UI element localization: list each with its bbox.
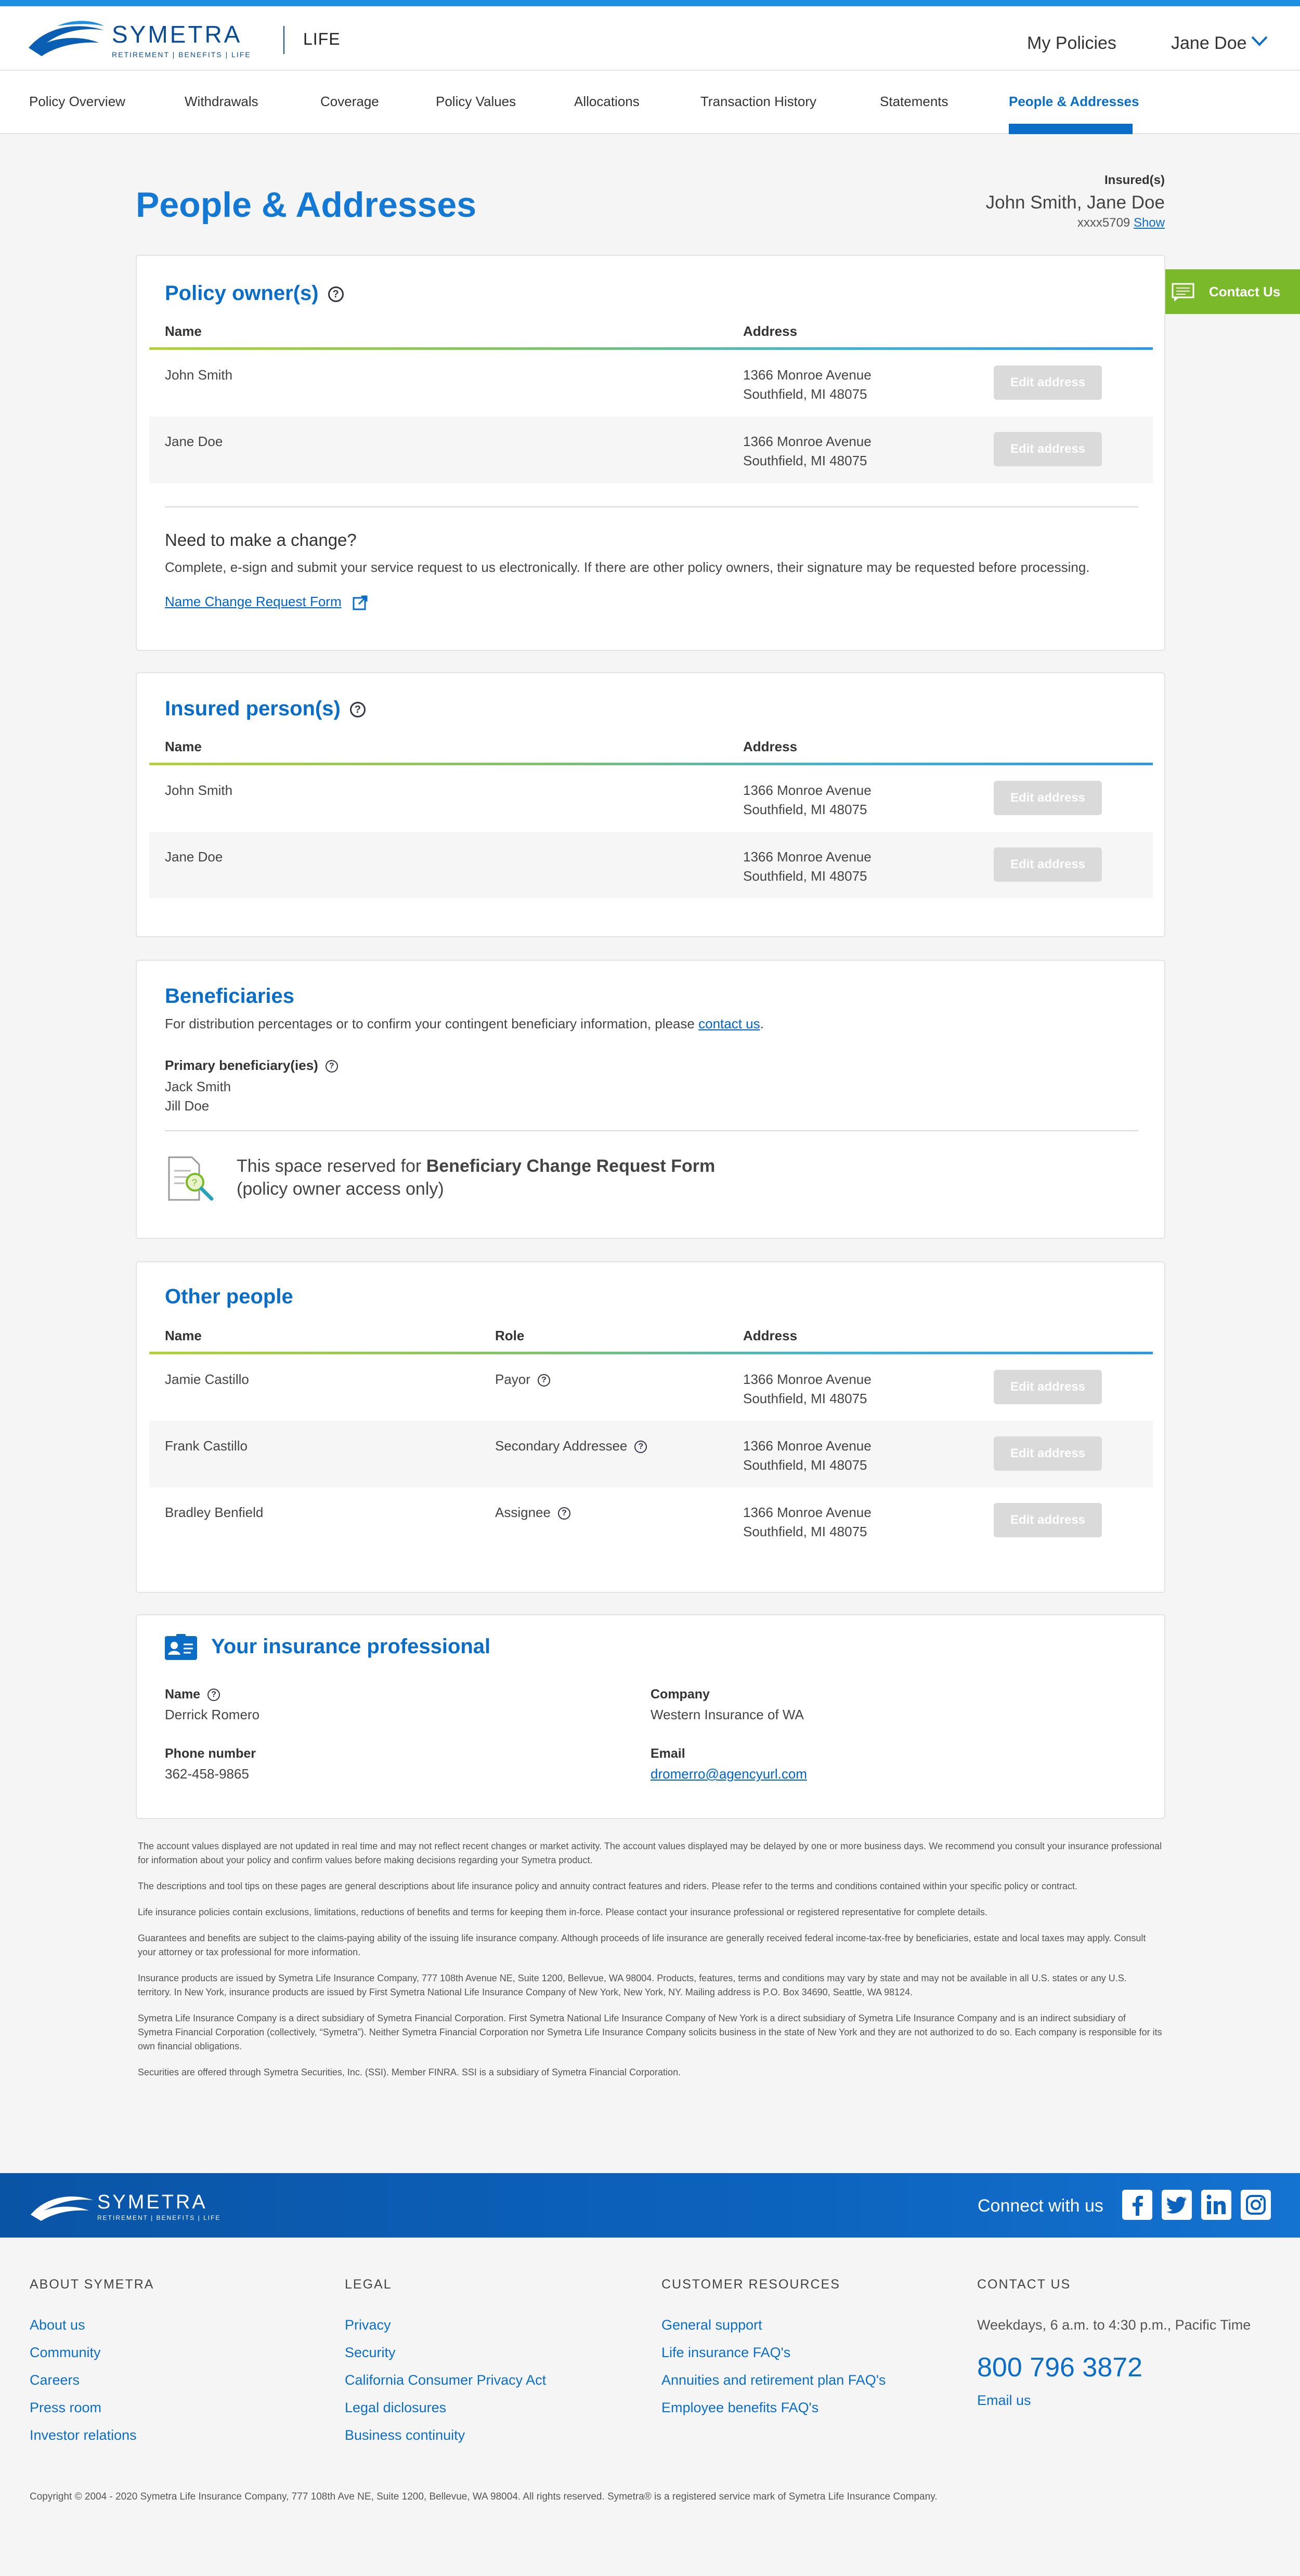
help-icon[interactable]: ?: [207, 1689, 220, 1701]
section-divider: [165, 1130, 1138, 1131]
agent-email-link[interactable]: dromerro@agencyurl.com: [651, 1766, 807, 1782]
address-line-1: 1366 Monroe Avenue: [743, 1505, 872, 1520]
help-icon[interactable]: ?: [328, 286, 344, 302]
edit-address-button[interactable]: Edit address: [994, 1503, 1102, 1537]
beneficiaries-intro: [165, 1016, 764, 1032]
active-tab-indicator: [1009, 124, 1133, 134]
agent-company: Western Insurance of WA: [651, 1707, 804, 1722]
reserved-form-name: Beneficiary Change Request Form: [426, 1156, 716, 1176]
footer-link-general-support[interactable]: General support: [661, 2317, 762, 2333]
chat-icon: [1172, 283, 1194, 302]
agent-phone: 362-458-9865: [165, 1766, 249, 1782]
column-header-address: Address: [743, 1328, 798, 1343]
symetra-logo[interactable]: [26, 16, 265, 62]
insured-persons-title: [165, 697, 366, 721]
policy-number: [1077, 216, 1165, 230]
disclaimer-paragraph: Insurance products are issued by Symetra Life Insurance Company, 777 108th Avenue NE, Suite 1200, Bellevue, WA 98004. Products, features, terms and conditions may vary by state and may not be available in all U.S. states or any U.S. territory. In New York, insurance products are issued by First Symetra National Life Insurance Company of New York, New York, NY. Mailing address is P.O. Box 34690, Seattle, WA 98124.: [138, 1973, 1127, 1997]
person-address: [743, 1503, 872, 1541]
person-name: Bradley Benfield: [165, 1505, 264, 1520]
disclaimer-paragraph: Securities are offered through Symetra Securities, Inc. (SSI). Member FINRA. SSI is a subsidiary of Symetra Financial Corporation.: [138, 2067, 681, 2077]
other-people-heading: Other people: [165, 1285, 293, 1308]
address-line-2: Southfield, MI 48075: [743, 1391, 867, 1406]
page-title: People & Addresses: [136, 185, 477, 225]
beneficiary-name: Jack Smith: [165, 1079, 231, 1094]
footer-link-employee-benefits-faqs[interactable]: Employee benefits FAQ's: [661, 2400, 819, 2415]
insured-address: [743, 847, 872, 886]
column-header-name: Name: [165, 1328, 202, 1343]
tab-withdrawals[interactable]: Withdrawals: [185, 94, 258, 109]
address-line-1: 1366 Monroe Avenue: [743, 367, 872, 383]
tab-statements[interactable]: Statements: [880, 94, 948, 109]
table-row: [149, 1421, 1153, 1487]
address-line-2: Southfield, MI 48075: [743, 386, 867, 402]
edit-address-button[interactable]: Edit address: [994, 432, 1102, 466]
person-role: [495, 1370, 550, 1389]
person-role: [495, 1436, 647, 1456]
disclaimer-paragraph: Guarantees and benefits are subject to the claims-paying ability of the issuing life insurance company. Although proceeds of life insurance are generally received federal income-tax-free by beneficiaries, estate and local taxes may apply. Consult your attorney or tax professional for more information.: [138, 1933, 1146, 1957]
user-menu[interactable]: Jane Doe: [1171, 33, 1247, 53]
tab-policy-overview[interactable]: Policy Overview: [29, 94, 125, 109]
insured-address: [743, 781, 872, 819]
insured-persons-heading: Insured person(s): [165, 697, 341, 720]
role-label: Secondary Addressee: [495, 1438, 628, 1454]
address-line-1: 1366 Monroe Avenue: [743, 434, 872, 449]
logo-tagline: RETIREMENT | BENEFITS | LIFE: [112, 50, 251, 59]
person-role: [495, 1503, 570, 1522]
table-row: [149, 416, 1153, 483]
site-header: [0, 6, 1300, 71]
agent-name-label: [165, 1687, 220, 1702]
agent-company-label: Company: [651, 1687, 710, 1702]
beneficiaries-heading: Beneficiaries: [165, 985, 295, 1008]
footer-link-careers[interactable]: Careers: [30, 2372, 80, 2388]
contact-us-tab[interactable]: [1152, 269, 1300, 314]
agent-name-label-text: Name: [165, 1687, 201, 1702]
footer-link-investor-relations[interactable]: Investor relations: [30, 2427, 137, 2443]
policy-owners-card: [136, 255, 1165, 651]
column-header-address: Address: [743, 323, 798, 339]
footer-link-business-continuity[interactable]: Business continuity: [345, 2427, 465, 2443]
my-policies-link[interactable]: My Policies: [1027, 33, 1116, 53]
section-divider: [165, 506, 1138, 507]
help-icon[interactable]: ?: [350, 702, 366, 717]
beneficiaries-intro-end: .: [760, 1016, 764, 1031]
facebook-icon[interactable]: [1122, 2190, 1152, 2220]
footer-logo-wordmark: SYMETRA: [97, 2191, 207, 2213]
address-line-2: Southfield, MI 48075: [743, 1457, 867, 1473]
table-row: [149, 1354, 1153, 1421]
svg-text:?: ?: [192, 1178, 198, 1188]
address-line-1: 1366 Monroe Avenue: [743, 1438, 872, 1454]
site-footer: [0, 2238, 1300, 2576]
disclaimer-paragraph: Life insurance policies contain exclusions, limitations, reductions of benefits and terms for keeping them in-force. Please contact your insurance professional or registered representative for complete details.: [138, 1907, 987, 1917]
address-line-1: 1366 Monroe Avenue: [743, 1371, 872, 1387]
linkedin-icon[interactable]: [1201, 2190, 1231, 2220]
footer-symetra-logo[interactable]: [29, 2189, 221, 2225]
contact-us-link[interactable]: contact us: [698, 1016, 760, 1031]
edit-address-button[interactable]: Edit address: [994, 1370, 1102, 1404]
beneficiary-name: Jill Doe: [165, 1098, 210, 1114]
role-label: Payor: [495, 1371, 530, 1387]
footer-column-heading: CUSTOMER RESOURCES: [661, 2277, 840, 2292]
footer-link-about-us[interactable]: About us: [30, 2317, 85, 2333]
chevron-down-icon[interactable]: [1251, 34, 1268, 48]
connect-with-us-label: Connect with us: [978, 2196, 1103, 2216]
address-line-2: Southfield, MI 48075: [743, 868, 867, 884]
footer-logo-tagline: RETIREMENT | BENEFITS | LIFE: [97, 2214, 221, 2221]
show-policy-number-link[interactable]: Show: [1133, 216, 1165, 230]
edit-address-button[interactable]: Edit address: [994, 781, 1102, 815]
policy-owners-heading: Policy owner(s): [165, 282, 319, 305]
column-header-address: Address: [743, 739, 798, 754]
footer-link-press-room[interactable]: Press room: [30, 2400, 102, 2415]
beneficiaries-intro-text: For distribution percentages or to confirm your contingent beneficiary information, please: [165, 1016, 695, 1031]
insurance-professional-heading: Your insurance professional: [211, 1635, 491, 1658]
footer-column-about: [30, 2277, 154, 2455]
header-divider: [283, 26, 284, 54]
role-label: Assignee: [495, 1505, 551, 1520]
table-row: [149, 765, 1153, 832]
other-people-card: [136, 1261, 1165, 1593]
agent-name: Derrick Romero: [165, 1707, 260, 1722]
insured-names: John Smith, Jane Doe: [985, 192, 1165, 213]
name-change-form-label[interactable]: Name Change Request Form: [165, 594, 342, 609]
top-accent-stripe: [0, 0, 1300, 6]
owner-name: John Smith: [165, 367, 233, 383]
policy-owners-title: [165, 282, 344, 305]
instagram-icon[interactable]: [1241, 2190, 1271, 2220]
insured-persons-card: [136, 672, 1165, 937]
reserved-space-note: (policy owner access only): [237, 1179, 444, 1199]
external-link-icon[interactable]: [353, 595, 368, 610]
policy-number-masked: xxxx5709: [1077, 216, 1130, 230]
column-header-name: Name: [165, 323, 202, 339]
address-line-1: 1366 Monroe Avenue: [743, 849, 872, 865]
edit-address-button[interactable]: Edit address: [994, 1436, 1102, 1471]
primary-beneficiaries-label: [165, 1057, 338, 1074]
contact-us-label: Contact Us: [1209, 284, 1281, 299]
disclaimer-paragraph: Symetra Life Insurance Company is a direct subsidiary of Symetra Financial Corporation. First Symetra National Life Insurance Company of New York is a direct subsidiary of Symetra Life Insurance Company and is an indirect subsidiary of Symetra Financial Corporation (collectively, “Symetra”). Neither Symetra Financial Corporation nor Symetra Life Insurance Company solicits business in the state of New York and they are not authorized to do so. Each company is responsible for its own financial obligations.: [138, 2013, 1162, 2051]
footer-link-legal-disclosures[interactable]: Legal diclosures: [345, 2400, 447, 2415]
tab-coverage[interactable]: Coverage: [320, 94, 379, 109]
disclaimer-paragraph: The descriptions and tool tips on these pages are general descriptions about life insurance policy and annuity contract features and riders. Please refer to the terms and conditions contained within your specific policy or contract.: [138, 1881, 1078, 1891]
person-name: Frank Castillo: [165, 1438, 248, 1454]
copyright-notice: Copyright © 2004 - 2020 Symetra Life Insurance Company, 777 108th Ave NE, Suite 1200, Bellevue, WA 98004. All rights reserved. Symetra® is a registered service mark of Symetra Life Insurance Company.: [30, 2491, 938, 2502]
owner-name: Jane Doe: [165, 434, 223, 449]
document-search-icon: [165, 1155, 215, 1203]
disclaimer-paragraph: The account values displayed are not updated in real time and may not reflect recent changes or market activity. The account values displayed may be delayed by one or more business days. We recommend you consult your insurance professional for information about your policy and confirm values before making decisions regarding your Symetra product.: [138, 1841, 1162, 1865]
header-section-label: LIFE: [303, 30, 341, 48]
footer-column-heading: ABOUT SYMETRA: [30, 2277, 154, 2292]
owner-address: [743, 432, 872, 470]
twitter-icon[interactable]: [1162, 2190, 1192, 2220]
help-icon[interactable]: ?: [558, 1507, 570, 1520]
address-line-2: Southfield, MI 48075: [743, 453, 867, 468]
table-row: [149, 832, 1153, 898]
contact-card-icon: [165, 1634, 197, 1660]
reserved-text-prefix: This space reserved for: [237, 1156, 422, 1176]
contact-phone[interactable]: 800 796 3872: [977, 2352, 1143, 2383]
edit-address-button[interactable]: Edit address: [994, 847, 1102, 882]
table-row: [149, 1487, 1153, 1554]
help-icon[interactable]: ?: [634, 1441, 647, 1453]
column-header-name: Name: [165, 739, 202, 754]
footer-link-privacy[interactable]: Privacy: [345, 2317, 391, 2333]
insured-name: Jane Doe: [165, 849, 223, 865]
footer-column-legal: [345, 2277, 546, 2455]
tab-allocations[interactable]: Allocations: [574, 94, 640, 109]
primary-beneficiaries-text: Primary beneficiary(ies): [165, 1057, 318, 1073]
person-name: Jamie Castillo: [165, 1371, 249, 1387]
footer-column-heading: LEGAL: [345, 2277, 392, 2292]
beneficiaries-card: [136, 960, 1165, 1239]
help-icon[interactable]: ?: [538, 1374, 550, 1387]
address-line-1: 1366 Monroe Avenue: [743, 782, 872, 798]
reserved-space-text: [237, 1156, 715, 1176]
name-change-form-link[interactable]: [165, 594, 368, 610]
insured-name: John Smith: [165, 782, 233, 798]
address-line-2: Southfield, MI 48075: [743, 1524, 867, 1539]
primary-beneficiaries-list: [165, 1077, 231, 1116]
person-address: [743, 1436, 872, 1475]
contact-hours: Weekdays, 6 a.m. to 4:30 p.m., Pacific Time: [977, 2317, 1251, 2333]
footer-link-annuities-faqs[interactable]: Annuities and retirement plan FAQ's: [661, 2372, 886, 2388]
footer-column-heading: CONTACT US: [977, 2277, 1071, 2292]
footer-link-ccpa[interactable]: California Consumer Privacy Act: [345, 2372, 547, 2388]
column-header-role: Role: [495, 1328, 525, 1343]
agent-phone-label: Phone number: [165, 1746, 256, 1761]
footer-link-life-insurance-faqs[interactable]: Life insurance FAQ's: [661, 2345, 791, 2360]
footer-link-security[interactable]: Security: [345, 2345, 396, 2360]
change-heading: Need to make a change?: [165, 530, 357, 550]
person-address: [743, 1370, 872, 1408]
table-row: [149, 350, 1153, 416]
agent-email-label: Email: [651, 1746, 685, 1761]
insurance-professional-card: [136, 1614, 1165, 1819]
change-description: Complete, e-sign and submit your service request to us electronically. If there are other policy owners, their signature may be requested before processing.: [165, 559, 1090, 575]
footer-link-community[interactable]: Community: [30, 2345, 101, 2360]
logo-wordmark: SYMETRA: [112, 21, 242, 48]
edit-address-button[interactable]: Edit address: [994, 365, 1102, 400]
footer-column-contact: [977, 2277, 1251, 2420]
owner-address: [743, 365, 872, 404]
tab-policy-values[interactable]: Policy Values: [436, 94, 516, 109]
policy-nav: [0, 71, 1300, 134]
footer-link-email-us[interactable]: Email us: [977, 2392, 1031, 2408]
help-icon[interactable]: ?: [326, 1060, 338, 1073]
disclaimers: [138, 1839, 1162, 2091]
address-line-2: Southfield, MI 48075: [743, 802, 867, 817]
tab-transaction-history[interactable]: Transaction History: [700, 94, 816, 109]
footer-column-customer-resources: [661, 2277, 886, 2427]
tab-people-addresses[interactable]: People & Addresses: [1009, 94, 1139, 109]
insured-label: Insured(s): [1104, 173, 1165, 187]
footer-band: [0, 2173, 1300, 2238]
